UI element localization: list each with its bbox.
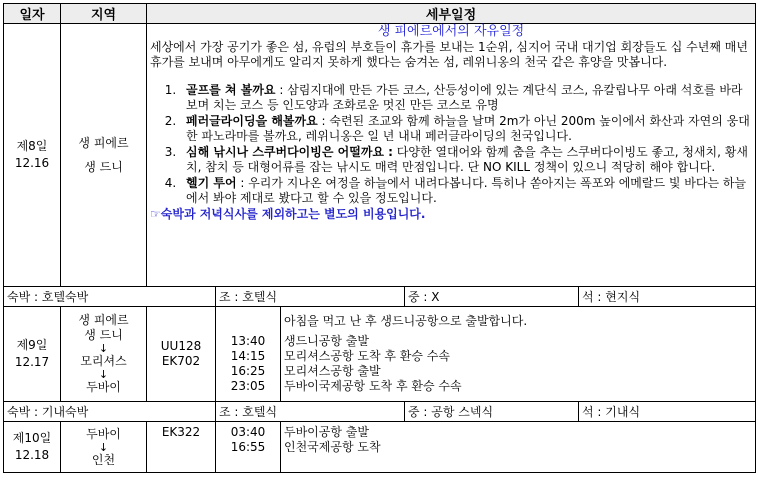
day9-stay-row: [4, 402, 756, 422]
day9-lodging: 숙박 : 기내숙박: [4, 402, 216, 422]
day10-events-cell: [281, 422, 756, 473]
day10-flight-cell: [147, 422, 216, 473]
header-detail: 세부일정: [147, 4, 756, 24]
flight-number: UU128: [160, 339, 202, 353]
day8-lodging: 숙박 : 호텔숙박: [4, 287, 216, 307]
day9-date: 12.17: [14, 355, 50, 369]
schedule-event: 모리셔스공항 도착 후 환승 수속: [284, 349, 450, 363]
down-arrow-icon: ↓: [98, 368, 109, 381]
day8-date: 12.16: [14, 156, 50, 170]
day8-day: 제8일: [16, 139, 48, 153]
schedule-event: 두바이국제공항 도착 후 환승 수속: [284, 379, 462, 393]
header-date: 일자: [4, 4, 61, 24]
day8-lunch: 중 : X: [405, 287, 579, 307]
route-stop: 모리셔스: [80, 354, 127, 368]
day9-lead: 아침을 먹고 난 후 생드니공항으로 출발합니다.: [284, 314, 528, 328]
schedule-event: 생드니공항 출발: [284, 334, 369, 348]
route-stop: 인천: [91, 452, 116, 467]
schedule-time: 16:55: [230, 440, 266, 454]
down-arrow-icon: ↓: [98, 342, 109, 355]
activity-list: [150, 83, 752, 206]
day8-region-cell: [61, 24, 147, 287]
day9-lunch: 중 : 공항 스넥식: [405, 402, 579, 422]
schedule-event: 두바이공항 출발: [284, 425, 369, 439]
activity-item: [180, 83, 752, 113]
day9-date-cell: [4, 307, 61, 402]
activity-text: : 삼림지대에 만든 가든 코스, 산등성이에 있는 계단식 코스, 유칼립나무 아래 석호를 바라보며 치는 코스 등 인도양과 조화로운 멋진 만든 코스로 유명: [186, 83, 743, 112]
header-region: 지역: [61, 4, 147, 24]
schedule-event: 모리셔스공항 출발: [284, 364, 381, 378]
day10-row: [4, 422, 756, 473]
itinerary-table: [3, 3, 756, 473]
day9-row: [4, 307, 756, 402]
day10-route-cell: [61, 422, 147, 473]
day10-times-cell: [216, 422, 281, 473]
schedule-time: 13:40: [230, 334, 266, 348]
day10-date: 12.18: [14, 448, 50, 462]
day9-day: 제9일: [16, 338, 48, 352]
day8-detail-cell: [147, 24, 756, 287]
day9-events-cell: [281, 307, 756, 402]
route-stop: 생 피에르: [78, 313, 129, 327]
day8-region-1: 생 피에르: [78, 136, 129, 150]
activity-text: 다양한 열대어와 함께 춤을 추는 스쿠버다이빙도 좋고, 청새치, 황새치, 참치 등 대형어류를 잡는 낚시도 매력 만점입니다. 단 NO KILL 정책이 있으니 적당히 해야 합니다.: [186, 145, 748, 174]
schedule-time: 16:25: [230, 364, 266, 378]
route-stop: 두바이: [86, 380, 121, 394]
activity-title: 헬기 투어: [186, 176, 237, 190]
activity-item: [180, 145, 752, 175]
day8-row: [4, 24, 756, 287]
activity-title: 페러글라이딩을 해볼까요: [186, 114, 318, 128]
down-arrow-icon: ↓: [98, 440, 109, 454]
day8-date-cell: [4, 24, 61, 287]
cost-notice: ☞숙박과 저녁식사를 제외하고는 별도의 비용입니다.: [150, 207, 426, 221]
header-row: [4, 4, 756, 24]
day9-route-cell: [61, 307, 147, 402]
activity-title: 골프를 쳐 볼까요: [186, 83, 276, 97]
day8-stay-row: [4, 287, 756, 307]
route-stop: 생 드니: [84, 328, 123, 342]
day8-region-2: 생 드니: [84, 160, 123, 174]
day8-intro: 세상에서 가장 공기가 좋은 섬, 유럽의 부호들이 휴가를 보내는 1순위, 심지어 국내 대기업 회장들도 십 수년째 매년 휴가를 보내며 아무에게도 알리지 못하게 했다는 숨겨논 섬, 레위니옹의 천국 같은 휴양을 맛봅니다.: [150, 40, 748, 69]
day9-flights-cell: [147, 307, 216, 402]
day8-dinner: 석 : 현지식: [579, 287, 756, 307]
schedule-time: 14:15: [230, 349, 266, 363]
day9-times-cell: [216, 307, 281, 402]
flight-number: EK702: [161, 354, 201, 368]
schedule-event: 인천국제공항 도착: [284, 440, 381, 454]
flight-number: EK322: [161, 425, 201, 439]
day8-breakfast: 조 : 호텔식: [216, 287, 405, 307]
day9-dinner: 석 : 기내식: [579, 402, 756, 422]
activity-text: : 숙련된 조교와 함께 하늘을 날며 2m가 아닌 200m 높이에서 화산과 자연의 웅대한 파노라마를 볼까요, 레위니옹은 일 년 내내 페러글라이딩의 천국입니다.: [186, 114, 750, 143]
activity-title: 심해 낚시나 스쿠버다이빙은 어떨까요 :: [186, 145, 393, 159]
day9-breakfast: 조 : 호텔식: [216, 402, 405, 422]
day8-title: 생 피에르에서의 자유일정: [377, 24, 525, 39]
day10-day: 제10일: [12, 431, 52, 445]
route-stop: 두바이: [86, 426, 121, 441]
schedule-time: 23:05: [230, 379, 266, 393]
activity-item: [180, 176, 752, 206]
schedule-time: 03:40: [230, 425, 266, 439]
day10-date-cell: [4, 422, 61, 473]
activity-item: [180, 114, 752, 144]
activity-text: : 우리가 지나온 여정을 하늘에서 내려다봅니다. 특히나 쏟아지는 폭포와 에메랄드 빛 바다는 하늘에서 봐야 제대로 봤다고 할 수 있을 정도입니다.: [186, 176, 747, 205]
